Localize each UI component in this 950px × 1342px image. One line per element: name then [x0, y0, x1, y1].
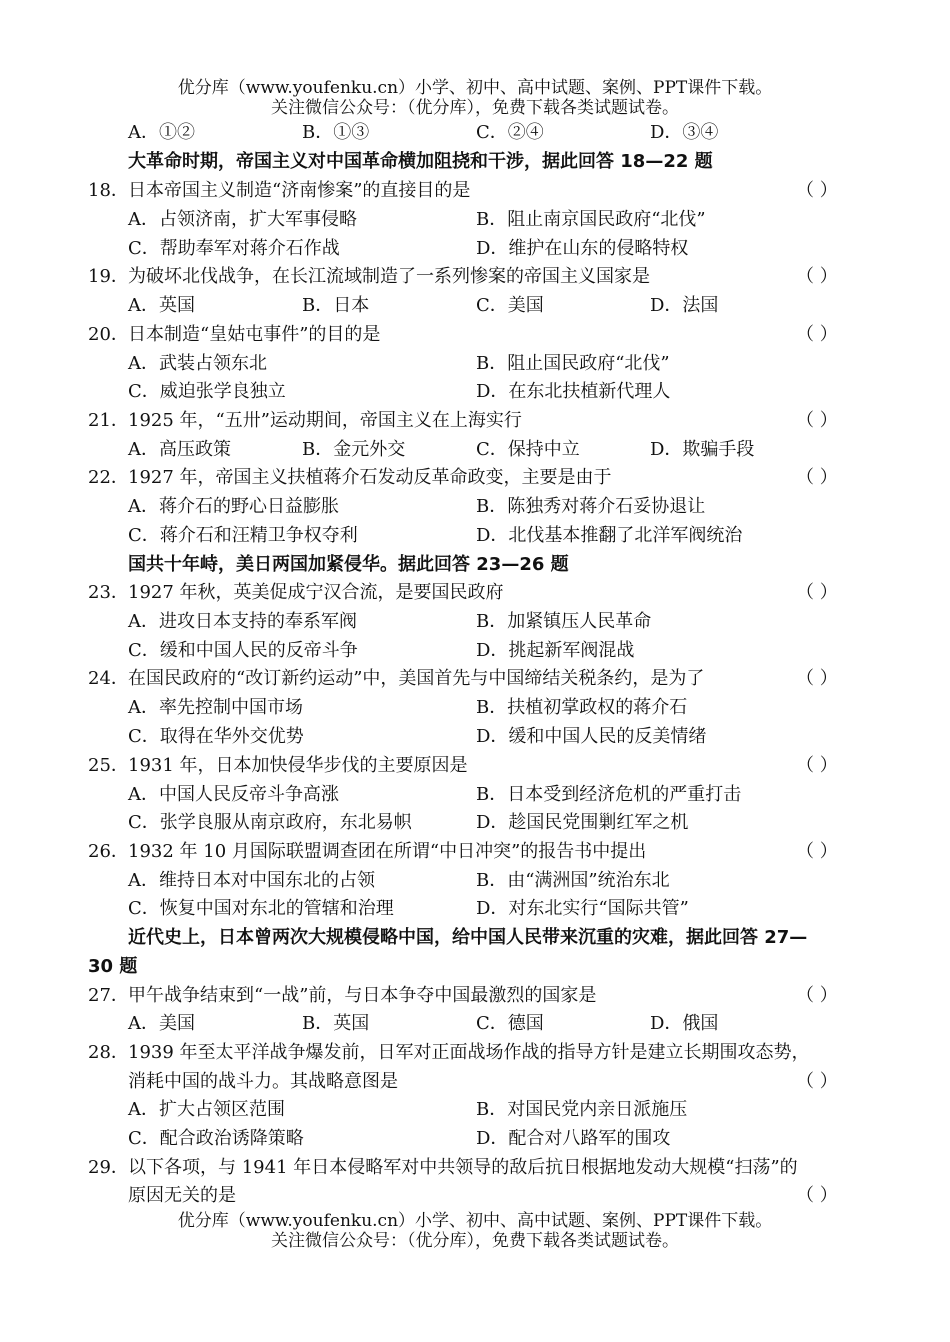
option-d: D．缓和中国人民的反美情绪 [476, 726, 707, 747]
answer-blank: （ ） [796, 582, 838, 603]
option-b: B．日本受到经济危机的严重打击 [476, 784, 742, 805]
option-d: D．俄国 [650, 1013, 719, 1034]
option-b: B．扶植初掌政权的蒋介石 [476, 697, 688, 718]
options-row [0, 894, 950, 923]
question-29-cont [0, 1181, 950, 1210]
option-c: C．德国 [476, 1013, 544, 1034]
answer-blank: （ ） [796, 180, 838, 201]
option-b: B．①③ [302, 122, 370, 143]
options-row [0, 866, 950, 895]
question-number: 28． [88, 1042, 129, 1063]
question-text-cont: 原因无关的是 [128, 1185, 236, 1206]
question-text: 1927 年秋，英美促成宁汉合流，是要国民政府 [128, 582, 504, 603]
option-b: B．英国 [302, 1013, 370, 1034]
options-row [0, 722, 950, 751]
answer-blank: （ ） [796, 985, 838, 1006]
option-b: B．由“满洲国”统治东北 [476, 870, 670, 891]
option-d: D．维护在山东的侵略特权 [476, 238, 689, 259]
option-d: D．配合对八路军的围攻 [476, 1128, 671, 1149]
question-18 [0, 176, 950, 205]
footer-line-1: 优分库（www.youfenku.cn）小学、初中、高中试题、案例、PPT课件下载。 [177, 1211, 773, 1231]
options-row [0, 636, 950, 665]
option-c: C．蒋介石和汪精卫争权夺利 [128, 525, 358, 546]
section-heading-2: 国共十年峙，美日两国加紧侵华。据此回答 23—26 题 [128, 554, 569, 575]
option-b: B．日本 [302, 295, 370, 316]
option-a: A．英国 [128, 295, 195, 316]
question-text: 1939 年至太平洋战争爆发前，日军对正面战场作战的指导方针是建立长期围攻态势， [128, 1042, 810, 1063]
answer-blank: （ ） [796, 755, 838, 776]
option-c: C．取得在华外交优势 [128, 726, 304, 747]
option-a: A．武装占领东北 [128, 353, 267, 374]
answer-blank: （ ） [796, 1071, 838, 1092]
option-a: A．美国 [128, 1013, 195, 1034]
option-c: C．张学良服从南京政府，东北易帜 [128, 812, 412, 833]
option-d: D．欺骗手段 [650, 439, 755, 460]
options-row [0, 693, 950, 722]
options-row [0, 808, 950, 837]
question-28 [0, 1038, 950, 1067]
footer-line-2: 关注微信公众号：（优分库），免费下载各类试题试卷。 [271, 1231, 679, 1251]
section-heading-3-cont: 30 题 [88, 956, 138, 977]
prev-question-options [0, 118, 950, 147]
option-c: C．保持中立 [476, 439, 580, 460]
question-number: 18． [88, 180, 129, 201]
question-25 [0, 751, 950, 780]
option-d: D．法国 [650, 295, 719, 316]
question-29 [0, 1153, 950, 1182]
option-d: D．挑起新军阀混战 [476, 640, 635, 661]
header-line-1: 优分库（www.youfenku.cn）小学、初中、高中试题、案例、PPT课件下载。 [177, 78, 773, 98]
option-b: B．对国民党内亲日派施压 [476, 1099, 688, 1120]
question-number: 24． [88, 668, 129, 689]
options-row [0, 607, 950, 636]
question-text: 日本帝国主义制造“济南惨案”的直接目的是 [128, 180, 471, 201]
question-number: 19． [88, 266, 129, 287]
option-a: A．扩大占领区范围 [128, 1099, 285, 1120]
options-row [0, 205, 950, 234]
section-heading-1: 大革命时期，帝国主义对中国革命横加阻挠和干涉，据此回答 18—22 题 [128, 151, 713, 172]
option-a: A．①② [128, 122, 195, 143]
question-text: 1927 年，帝国主义扶植蒋介石发动反革命政变，主要是由于 [128, 467, 612, 488]
options-row [0, 291, 950, 320]
header-line-2: 关注微信公众号：（优分库），免费下载各类试题试卷。 [271, 98, 679, 118]
option-a: A．占领济南，扩大军事侵略 [128, 209, 357, 230]
question-text: 以下各项，与 1941 年日本侵略军对中共领导的敌后抗日根据地发动大规模“扫荡”的 [128, 1157, 798, 1178]
option-a: A．进攻日本支持的奉系军阀 [128, 611, 357, 632]
question-27 [0, 981, 950, 1010]
question-number: 27． [88, 985, 129, 1006]
question-text: 为破坏北伐战争，在长江流域制造了一系列惨案的帝国主义国家是 [128, 266, 650, 287]
question-text: 甲午战争结束到“一战”前，与日本争夺中国最激烈的国家是 [128, 985, 597, 1006]
option-a: A．维持日本对中国东北的占领 [128, 870, 375, 891]
option-c: C．缓和中国人民的反帝斗争 [128, 640, 358, 661]
options-row [0, 521, 950, 550]
answer-blank: （ ） [796, 324, 838, 345]
question-19 [0, 262, 950, 291]
answer-blank: （ ） [796, 467, 838, 488]
option-c: C．恢复中国对东北的管辖和治理 [128, 898, 394, 919]
question-number: 22． [88, 467, 129, 488]
question-26 [0, 837, 950, 866]
question-24 [0, 664, 950, 693]
answer-blank: （ ） [796, 1185, 838, 1206]
question-22 [0, 463, 950, 492]
question-text: 1932 年 10 月国际联盟调查团在所谓“中日冲突”的报告书中提出 [128, 841, 647, 862]
option-a: A．中国人民反帝斗争高涨 [128, 784, 339, 805]
question-number: 23． [88, 582, 129, 603]
question-text-cont: 消耗中国的战斗力。其战略意图是 [128, 1071, 398, 1092]
question-28-cont [0, 1067, 950, 1096]
options-row [0, 780, 950, 809]
option-c: C．帮助奉军对蒋介石作战 [128, 238, 340, 259]
option-b: B．阻止南京国民政府“北伐” [476, 209, 706, 230]
options-row [0, 435, 950, 464]
option-c: C．威迫张学良独立 [128, 381, 286, 402]
question-number: 25． [88, 755, 129, 776]
option-c: C．配合政治诱降策略 [128, 1128, 304, 1149]
question-text: 日本制造“皇姑屯事件”的目的是 [128, 324, 381, 345]
option-d: D．趁国民党围剿红军之机 [476, 812, 689, 833]
answer-blank: （ ） [796, 410, 838, 431]
option-b: B．金元外交 [302, 439, 406, 460]
option-a: A．蒋介石的野心日益膨胀 [128, 496, 339, 517]
option-a: A．率先控制中国市场 [128, 697, 303, 718]
option-a: A．高压政策 [128, 439, 231, 460]
option-d: D．对东北实行“国际共管” [476, 898, 689, 919]
option-c: C．美国 [476, 295, 544, 316]
option-b: B．阻止国民政府“北伐” [476, 353, 670, 374]
question-21 [0, 406, 950, 435]
question-23 [0, 578, 950, 607]
option-b: B．陈独秀对蒋介石妥协退让 [476, 496, 706, 517]
option-d: D．北伐基本推翻了北洋军阀统治 [476, 525, 743, 546]
option-b: B．加紧镇压人民革命 [476, 611, 652, 632]
options-row [0, 234, 950, 263]
answer-blank: （ ） [796, 668, 838, 689]
question-number: 20． [88, 324, 129, 345]
section-heading-3: 近代史上，日本曾两次大规模侵略中国，给中国人民带来沉重的灾难，据此回答 27— [128, 927, 808, 948]
options-row [0, 492, 950, 521]
option-d: D．在东北扶植新代理人 [476, 381, 671, 402]
options-row [0, 1124, 950, 1153]
option-d: D．③④ [650, 122, 719, 143]
answer-blank: （ ） [796, 266, 838, 287]
question-number: 29． [88, 1157, 129, 1178]
options-row [0, 1095, 950, 1124]
question-text: 1931 年，日本加快侵华步伐的主要原因是 [128, 755, 468, 776]
option-c: C．②④ [476, 122, 544, 143]
question-20 [0, 320, 950, 349]
question-number: 26． [88, 841, 129, 862]
question-text: 在国民政府的“改订新约运动”中，美国首先与中国缔结关税条约，是为了 [128, 668, 705, 689]
question-number: 21． [88, 410, 129, 431]
options-row [0, 349, 950, 378]
options-row [0, 1009, 950, 1038]
question-text: 1925 年，“五卅”运动期间，帝国主义在上海实行 [128, 410, 522, 431]
answer-blank: （ ） [796, 841, 838, 862]
options-row [0, 377, 950, 406]
